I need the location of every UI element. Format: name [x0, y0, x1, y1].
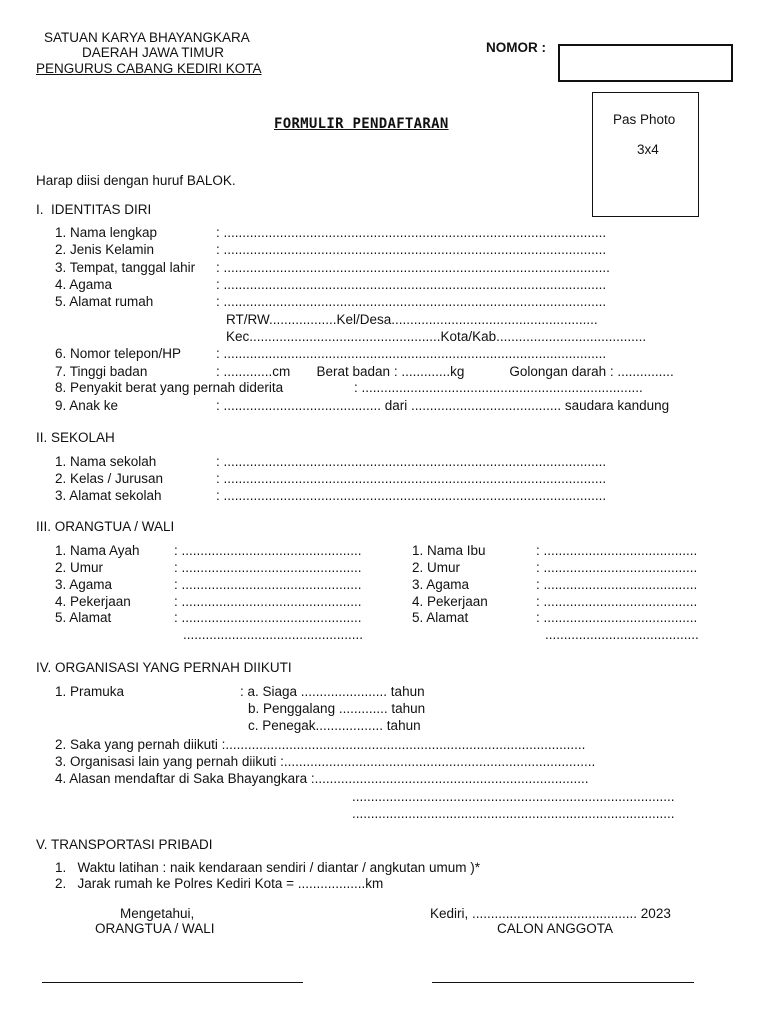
field-value[interactable]: : ......................................................................................................: [216, 346, 607, 361]
field-value[interactable]: : .........................................: [536, 577, 698, 592]
field-label: 2. Umur: [55, 560, 104, 575]
field-value[interactable]: : .........................................: [536, 560, 698, 575]
field-value[interactable]: ......................................................................................: [352, 806, 675, 821]
field-row[interactable]: 2. Jarak rumah ke Polres Kediri Kota = ..................km: [55, 876, 384, 891]
field-label: 2. Kelas / Jurusan: [55, 471, 164, 486]
field-value[interactable]: : .............cm Berat badan : .............kg Golongan darah : ...............: [216, 364, 674, 379]
field-value[interactable]: : ................................................: [174, 610, 362, 625]
field-value[interactable]: : ......................................................................................................: [216, 277, 607, 292]
field-label: 1. Nama Ayah: [55, 543, 140, 558]
field-label: 3. Alamat sekolah: [55, 488, 162, 503]
field-row[interactable]: 4. Alasan mendaftar di Saka Bhayangkara :.........................................................................: [55, 771, 589, 786]
field-value[interactable]: : ................................................: [174, 543, 362, 558]
field-row[interactable]: 2. Saka yang pernah diikuti :................................................................................................: [55, 737, 586, 752]
field-label: 3. Agama: [55, 577, 113, 592]
nomor-box[interactable]: [558, 44, 733, 82]
form-title: FORMULIR PENDAFTARAN: [274, 116, 449, 132]
field-value[interactable]: : ......................................................................................................: [216, 225, 607, 240]
signature-right-role: CALON ANGGOTA: [497, 921, 614, 936]
photo-size: 3x4: [637, 142, 659, 157]
field-label: 1. Nama lengkap: [55, 225, 158, 240]
field-value[interactable]: : .........................................: [536, 594, 698, 609]
photo-box: [592, 92, 699, 217]
field-value[interactable]: b. Penggalang ............. tahun: [248, 701, 426, 716]
field-label: 3. Tempat, tanggal lahir: [55, 260, 196, 275]
section-organisasi-heading: IV. ORGANISASI YANG PERNAH DIIKUTI: [36, 660, 292, 675]
field-value[interactable]: : ................................................: [174, 577, 362, 592]
field-label: 9. Anak ke: [55, 398, 119, 413]
field-label: 6. Nomor telepon/HP: [55, 346, 182, 361]
photo-label: Pas Photo: [613, 112, 676, 127]
field-value[interactable]: : ......................................................................................................: [216, 242, 607, 257]
signature-line-left: [42, 982, 303, 983]
field-label: 2. Jenis Kelamin: [55, 242, 155, 257]
field-label: 3. Agama: [412, 577, 470, 592]
field-value[interactable]: : ................................................: [174, 560, 362, 575]
field-label: 1. Nama Ibu: [412, 543, 486, 558]
field-label: 5. Alamat rumah: [55, 294, 154, 309]
field-label: 5. Alamat: [412, 610, 469, 625]
instruction-text: Harap diisi dengan huruf BALOK.: [36, 173, 236, 188]
field-value[interactable]: c. Penegak.................. tahun: [248, 718, 421, 733]
section-orangtua-heading: III. ORANGTUA / WALI: [36, 519, 175, 534]
signature-line-right: [432, 982, 694, 983]
section-transportasi-heading: V. TRANSPORTASI PRIBADI: [36, 837, 213, 852]
field-value[interactable]: : .......................................... dari ........................................ saudara kandung: [216, 398, 670, 413]
field-value[interactable]: ................................................: [183, 627, 364, 642]
field-value[interactable]: Kec...................................................Kota/Kab........................................: [226, 329, 647, 344]
field-value[interactable]: : .........................................: [536, 610, 698, 625]
signature-left-role: ORANGTUA / WALI: [95, 921, 215, 936]
field-label: 4. Pekerjaan: [55, 594, 131, 609]
field-value[interactable]: .........................................: [545, 627, 699, 642]
org-name-line2: DAERAH JAWA TIMUR: [82, 45, 225, 60]
field-value[interactable]: : .........................................: [536, 543, 698, 558]
field-label: 2. Umur: [412, 560, 461, 575]
field-label: 1. Nama sekolah: [55, 454, 157, 469]
field-label: 4. Agama: [55, 277, 113, 292]
nomor-label: NOMOR :: [486, 40, 546, 55]
field-value[interactable]: : ...........................................................................: [354, 380, 643, 395]
field-value[interactable]: : a. Siaga ....................... tahun: [240, 684, 425, 699]
field-value[interactable]: : ......................................................................................................: [216, 454, 607, 469]
field-value[interactable]: ......................................................................................: [352, 789, 675, 804]
field-value[interactable]: : ......................................................................................................: [216, 488, 607, 503]
section-sekolah-heading: II. SEKOLAH: [36, 430, 115, 445]
field-label: 8. Penyakit berat yang pernah diderita: [55, 380, 284, 395]
field-label: 7. Tinggi badan: [55, 364, 148, 379]
field-label: 5. Alamat: [55, 610, 112, 625]
field-value[interactable]: : ................................................: [174, 594, 362, 609]
field-label: 4. Pekerjaan: [412, 594, 488, 609]
field-value[interactable]: : ......................................................................................................: [216, 294, 607, 309]
signature-right-date[interactable]: Kediri, ............................................ 2023: [430, 906, 671, 921]
signature-left-label: Mengetahui,: [120, 906, 195, 921]
field-row[interactable]: 3. Organisasi lain yang pernah diikuti :...................................................................................: [55, 754, 596, 769]
org-name-line1: SATUAN KARYA BHAYANGKARA: [44, 30, 250, 45]
field-value[interactable]: : .......................................................................................................: [216, 260, 610, 275]
field-value[interactable]: RT/RW..................Kel/Desa.......................................................: [226, 312, 598, 327]
field-value[interactable]: : ......................................................................................................: [216, 471, 607, 486]
field-row[interactable]: 1. Waktu latihan : naik kendaraan sendiri / diantar / angkutan umum )*: [55, 860, 480, 875]
section-identitas-heading: I. IDENTITAS DIRI: [36, 202, 152, 217]
field-label: 1. Pramuka: [55, 684, 125, 699]
org-name-line3: PENGURUS CABANG KEDIRI KOTA: [36, 61, 262, 76]
